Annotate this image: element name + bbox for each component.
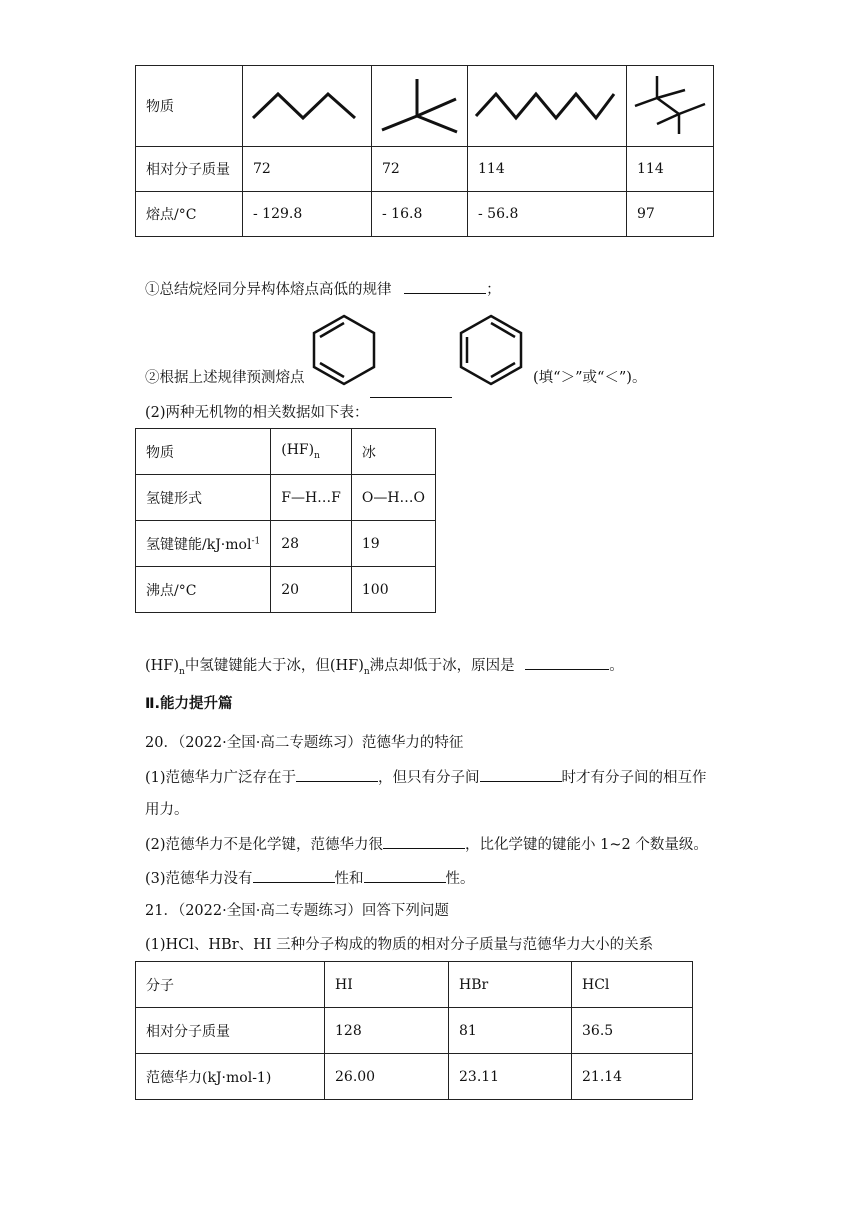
answer-blank[interactable] [383, 834, 465, 849]
q21-line1: (1)HCl、HBr、HI 三种分子构成的物质的相对分子质量与范德华力大小的关系 [145, 937, 654, 953]
header-molecule: 分子 [136, 962, 325, 1008]
mass-cell: 114 [468, 147, 627, 192]
fill-instruction: (填“＞”或“＜”)。 [533, 370, 647, 386]
q20-line1-cont: 用力。 [145, 802, 189, 818]
vdw-cell: 21.14 [572, 1054, 693, 1100]
row-label-melting: 熔点/°C [136, 192, 243, 237]
benzene-structure [455, 310, 527, 390]
vdw-cell: 26.00 [325, 1054, 449, 1100]
hf-question: $(HF)_n$中氢键键能大于冰，但$(HF)_n$沸点却低于冰，原因是 。 [145, 655, 624, 682]
bond-form-cell: O—H…O [351, 475, 435, 521]
row-label-vdw: 范德华力(kJ·mol-1) [136, 1054, 325, 1100]
row-label-mass: 相对分子质量 [136, 1008, 325, 1054]
tetramethylbutane-structure [627, 66, 714, 147]
answer-blank[interactable] [296, 767, 378, 782]
answer-blank[interactable] [525, 655, 609, 670]
vdw-cell: 23.11 [449, 1054, 572, 1100]
hydrogen-bond-table [135, 428, 436, 613]
row-label-bond-energy: 氢键键能/kJ·mol$^{-1}$ [136, 521, 271, 567]
q20-line3: (3)范德华力没有 性和 性。 [145, 868, 475, 889]
answer-blank[interactable] [370, 383, 452, 402]
q20-line2: (2)范德华力不是化学键，范德华力很 ，比化学键的键能小 1~2 个数量级。 [145, 834, 708, 855]
header-substance: 物质 [136, 429, 271, 475]
melting-cell: - 56.8 [468, 192, 627, 237]
mass-cell: 81 [449, 1008, 572, 1054]
mass-cell: 72 [372, 147, 468, 192]
row-label-mass: 相对分子质量 [136, 147, 243, 192]
q20-title: 20．（2022·全国·高二专题练习）范德华力的特征 [145, 735, 464, 751]
rule-prompt: ①总结烷烃同分异构体熔点高低的规律 [145, 282, 392, 298]
header-ice: 冰 [351, 429, 435, 475]
neopentane-structure [372, 66, 468, 147]
answer-blank[interactable] [364, 868, 446, 883]
row-label-boiling: 沸点/°C [136, 567, 271, 613]
alkane-table [135, 65, 714, 237]
header-hbr: HBr [449, 962, 572, 1008]
header-hf: $(HF)_n$ [271, 429, 352, 475]
mass-cell: 128 [325, 1008, 449, 1054]
melting-cell: - 16.8 [372, 192, 468, 237]
bond-energy-cell: 19 [351, 521, 435, 567]
header-hcl: HCl [572, 962, 693, 1008]
cyclohexadiene-structure [308, 310, 380, 390]
part2-prompt: (2)两种无机物的相关数据如下表： [145, 405, 369, 421]
melting-cell: 97 [627, 192, 714, 237]
answer-blank[interactable] [253, 868, 335, 883]
mass-cell: 72 [243, 147, 372, 192]
boiling-cell: 20 [271, 567, 352, 613]
melting-cell: - 129.8 [243, 192, 372, 237]
pentane-structure [243, 66, 372, 147]
boiling-cell: 100 [351, 567, 435, 613]
octane-structure [468, 66, 627, 147]
mass-cell: 36.5 [572, 1008, 693, 1054]
bond-form-cell: F—H…F [271, 475, 352, 521]
row-label-substance: 物质 [136, 66, 243, 147]
q20-line1: (1)范德华力广泛存在于 ，但只有分子间 时才有分子间的相互作 [145, 767, 707, 788]
row-label-bond-form: 氢键形式 [136, 475, 271, 521]
punct: ； [486, 282, 501, 298]
answer-blank[interactable] [480, 767, 562, 782]
header-hi: HI [325, 962, 449, 1008]
bond-energy-cell: 28 [271, 521, 352, 567]
vdw-table [135, 961, 693, 1100]
mass-cell: 114 [627, 147, 714, 192]
q21-title: 21．（2022·全国·高二专题练习）回答下列问题 [145, 903, 449, 919]
answer-blank[interactable] [404, 279, 486, 294]
question-line [145, 279, 501, 300]
prediction-prompt: ②根据上述规律预测熔点 [145, 370, 305, 386]
section-heading: Ⅱ.能力提升篇 [145, 696, 233, 712]
